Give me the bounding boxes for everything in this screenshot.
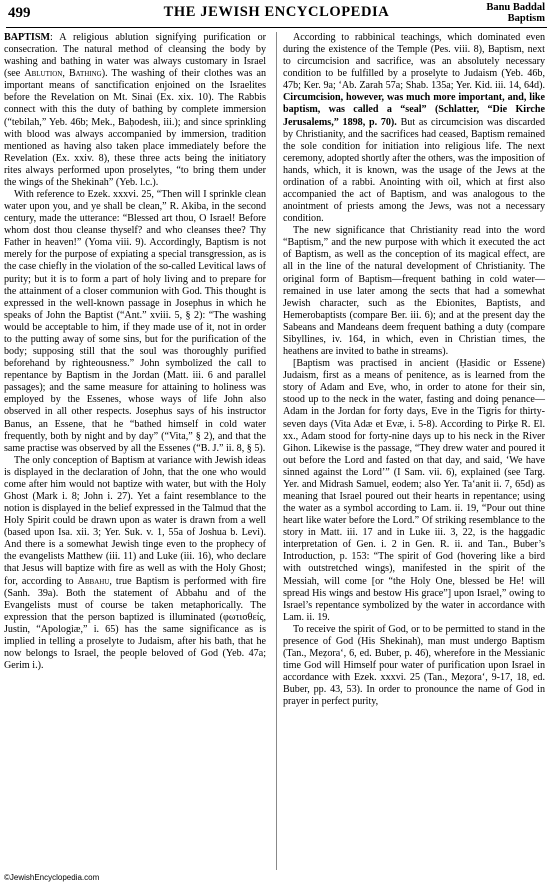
running-head: [486, 3, 545, 24]
page-header: [6, 3, 547, 28]
running-head-line-2: Baptism: [507, 12, 545, 24]
article-headword: BAPTISM: [4, 32, 50, 43]
running-head-line-1: Banu Baddal: [486, 2, 545, 13]
copyright-footer[interactable]: ©JewishEncyclopedia.com: [4, 873, 100, 882]
body-paragraph: According to rabbinical teachings, which dominated even during the existence of the Temple (Pes. viii. 8), Baptism, next to circumcision and sacrifice, was an absolutely necessary condition to be fulfilled by a proselyte to Judaism (Yeb. 46b, 47b; Ker. 9a; ‘Ab. Zarah 57a; Shab. 135a; Yer. Kid. iii. 14, 64d). Circumcision, however, was much more important, and, like baptism, was called a “seal” (Schlatter, “Die Kirche Jerusalems,” 1898, p. 70). But as circumcision was discarded by Christianity, and the sacrifices had ceased, Baptism remained the sole condition for initiation into religious life. The next ceremony, adopted shortly after the others, was the imposition of hands, which, it is known, was the usage of the Jews at the ordination of a rabbi. Anointing with oil, which at first also accompanied the act of Baptism, and was analogous to the anointment of priests among the Jews, was not a necessary condition.: [283, 32, 545, 225]
page-number: 499: [8, 5, 31, 21]
cross-reference-link[interactable]: Abbahu: [77, 575, 110, 587]
article-intro-paragraph: BAPTISM: A religious ablution signifying purification or consecration. The natural method of cleansing the body by washing and bathing in water was always customary in Israel (see Ablution, Bathing). The washing of their clothes was an important means of sanctification enjoined on the Israelites before the Revelation on Mt. Sinai (Ex. xix. 10). The Rabbis connect with this the duty of bathing by complete immersion (“tebilah,” Yeb. 46b; Mek., Baḥodesh, iii.); and since sprinkling with blood was always accompanied by immersion, tradition mentioned as having also taken place immediately before the Revelation (Ex. xxiv. 8), these three acts being the initiatory rites always performed upon proselytes, “to bring them under the wings of the Shekinah” (Yeb. l.c.).: [4, 32, 266, 188]
left-column: [4, 32, 266, 672]
cross-reference-link[interactable]: Ablution: [24, 68, 63, 80]
cross-reference-link[interactable]: Bathing: [68, 68, 102, 80]
body-paragraph: The new significance that Christianity read into the word “Baptism,” and the new purpose with which it executed the act of Baptism, as well as the conception of its magical effect, are all in the line of the natural development of Christianity. The original form of Baptism—frequent bathing in cold water—remained in use later among the sects that had a somewhat Jewish character, such as the Ebionites, Baptists, and Hemerobaptists (compare Ber. iii. 6); and at the present day the Sabeans and Mandeans deem frequent bathing a duty (compare Sibyllines, iv. 164, in which, even in Christian times, the heathens are invited to bathe in streams).: [283, 225, 545, 358]
body-paragraph: With reference to Ezek. xxxvi. 25, “Then will I sprinkle clean water upon you, and ye shall be clean,” R. Akiba, in the second century, made the utterance: “Blessed art thou, O Israel! Before whom dost thou cleanse thyself? and who cleanses thee? Thy Father in heaven!” (Yoma viii. 9). Accordingly, Baptism is not merely for the purpose of expiating a special transgression, as is the case chiefly in the violation of the so-called Levitical laws of purity; but it is to form a part of holy living and to prepare for the attainment of a closer communion with God. This thought is expressed in the well-known passage in Josephus in which he speaks of John the Baptist (“Ant.” xviii. 5, § 2): “The washing would be acceptable to him, if they made use of it, not in order to the putting away of some sins, but for the purification of the body; supposing still that the soul was thoroughly purified beforehand by righteousness.” John symbolized the call to repentance by Baptism in the Jordan (Matt. iii. 6 and parallel passages); and the same measure for attaining to holiness was employed by the Essenes, whose ways of life John also observed in all other respects. Josephus says of his instructor Banus, an Essene, that he “bathed himself in cold water frequently, both by night and by day” (“Vita,” § 2), and that the same practise was observed by all the Essenes (“B. J.” ii. 8, § 5).: [4, 189, 266, 454]
body-paragraph: To receive the spirit of God, or to be permitted to stand in the presence of God (His Shekinah), man must undergo Baptism (Tan., Meẓora‘, 6, ed. Buber, p. 46), wherefore in the Messianic time God will Himself pour water of purification upon Israel in accordance with Ezek. xxxvi. 25 (Tan., Meẓora‘, 9-17, 18, ed. Buber, pp. 43, 53). In order to pronounce the name of God in prayer in perfect purity,: [283, 623, 545, 708]
right-column: [283, 32, 545, 708]
body-paragraph: [Baptism was practised in ancient (Ḥasidic or Essene) Judaism, first as a means of penitence, as is learned from the story of Adam and Eve, who, in order to atone for their sin, stood up to the neck in the water, fasting and doing penance—Adam in the Jordan for forty days, Eve in the Tigris for thirty-seven days (Vita Adæ et Evæ, i. 5-8). According to Pirḳe R. El. xx., Adam stood for forty-nine days up to his neck in the River Gihon. Likewise is the passage, “They drew water and poured it out before the Lord and fasted on that day, and said, ‘We have sinned against the Lord’” (I Sam. vii. 6), explained (see Targ. Yer. and Midrash Samuel, eodem; also Yer. Ta‘anit ii. 7, 65d) as meaning that Israel poured out their hearts in repentance; using the water as a symbol according to Lam. ii. 19, “Pour out thine heart like water before the Lord.” Of striking resemblance to the story in Matt. iii. 17 and in Luke iii. 3, 22, is the haggadic interpretation of Gen. i. 2 in Gen. R. ii. and Tan., Buber’s Introduction, p. 153: “The spirit of God (hovering like a bird with outstretched wings), manifested in the spirit of the Messiah, will come [or “the Holy One, blessed be He! will spread His wings and bestow His grace”] upon Israel,” owing to Israel’s repentance symbolized by the water in accordance with Lam. ii. 19.: [283, 358, 545, 623]
column-divider: [276, 32, 277, 870]
body-paragraph: The only conception of Baptism at variance with Jewish ideas is displayed in the declaration of John, that the one who would come after him would not baptize with water, but with the Holy Ghost (Mark i. 8; John i. 27). Yet a faint resemblance to the notion is displayed in the belief expressed in the Talmud that the Holy Spirit could be drawn upon as water is drawn from a well (based upon Isa. xii. 3; Yer. Suk. v. 1, 55a of Joshua b. Levi). And there is a somewhat Jewish tinge even to the prophecy of the evangelists Matthew (iii. 11) and Luke (iii. 16), who declare that Jesus will baptize with fire as well as with the Holy Ghost; for, according to Abbahu, true Baptism is performed with fire (Sanh. 39a). Both the statement of Abbahu and of the Evangelists must of course be taken metaphorically. The expression that the person baptized is illuminated (φωτισθείς, Justin, “Apologiæ,” i. 65) has the same significance as is implied in telling a proselyte to Judaism, after his bath, that he now belongs to Israel, the people beloved of God (Yeb. 47a; Gerim i.).: [4, 454, 266, 672]
bold-passage: Circumcision, however, was much more important, and, like baptism, was called a “seal” (Schlatter, “Die Kirche Jerusalems,” 1898, p. 70).: [283, 92, 545, 128]
publication-title: THE JEWISH ENCYCLOPEDIA: [163, 4, 390, 20]
